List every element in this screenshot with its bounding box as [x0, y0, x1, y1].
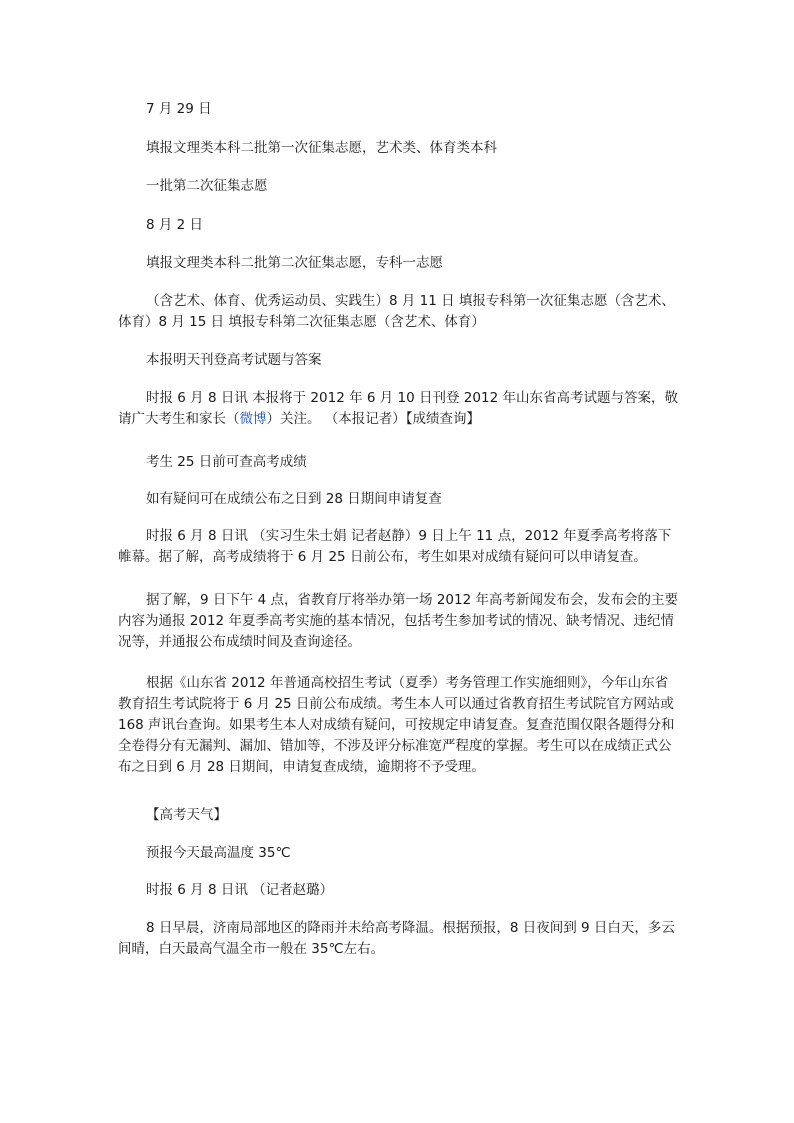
schedule-text: 一批第二次征集志愿 [146, 178, 268, 194]
notice-text: ）关注。 （本报记者）【成绩查询】 [266, 411, 481, 427]
notice-paragraph [118, 388, 678, 430]
schedule-text: 填报文理类本科二批第二次征集志愿，专科一志愿 [146, 255, 443, 271]
body-paragraph: 8 日早晨，济南局部地区的降雨并未给高考降温。根据预报，8 日夜间到 9 日白天，多云间晴，白天最高气温全市一般在 35℃左右。 [118, 920, 675, 957]
weibo-link[interactable]: 微博 [239, 411, 267, 427]
byline: 时报 6 月 8 日讯 （记者赵璐） [146, 882, 334, 898]
subheading: 预报今天最高温度 35℃ [146, 845, 291, 861]
notice-text: 时报 6 月 8 日讯 本报将于 2012 年 6 月 10 日刊登 2012 年山东省高考试题与答案，敬请广大考生和家长（ [118, 390, 678, 427]
section-heading: 本报明天刊登高考试题与答案 [146, 352, 322, 368]
date-august-2: 8 月 2 日 [146, 217, 204, 233]
body-paragraph: 根据《山东省 2012 年普通高校招生考试（夏季）考务管理工作实施细则》，今年山东省教育招生考试院将于 6 月 25 日前公布成绩。考生本人可以通过省教育招生考试院官方网站或 168 声讯台查询。如果考生本人对成绩有疑问，可按规定申请复查。复查范围仅限各题得分和全卷得分有无漏判、漏加、错加等，不涉及评分标准宽严程度的掌握。考生可以在成绩正式公布之日到 6 月 28 日期间，申请复查成绩，逾期将不予受理。 [118, 675, 675, 775]
schedule-text: （含艺术、体育、优秀运动员、实践生）8 月 11 日 填报专科第一次征集志愿（含艺术、体育）8 月 15 日 填报专科第二次征集志愿（含艺术、体育） [118, 293, 675, 330]
schedule-text: 填报文理类本科二批第一次征集志愿，艺术类、体育类本科 [146, 140, 497, 156]
body-paragraph: 据了解，9 日下午 4 点，省教育厅将举办第一场 2012 年高考新闻发布会，发布会的主要内容为通报 2012 年夏季高考实施的基本情况，包括考生参加考试的情况、缺考情况、违纪情况等，并通报公布成绩时间及查询途径。 [118, 592, 678, 650]
date-july-29: 7 月 29 日 [146, 101, 212, 117]
section-heading: 【高考天气】 [146, 807, 227, 823]
subheading: 如有疑问可在成绩公布之日到 28 日期间申请复查 [146, 491, 442, 507]
section-heading: 考生 25 日前可查高考成绩 [146, 454, 307, 470]
body-paragraph: 时报 6 月 8 日讯 （实习生朱士娟 记者赵静）9 日上午 11 点，2012 年夏季高考将落下帷幕。据了解，高考成绩将于 6 月 25 日前公布，考生如果对成绩有疑问可以申请复查。 [118, 528, 672, 565]
